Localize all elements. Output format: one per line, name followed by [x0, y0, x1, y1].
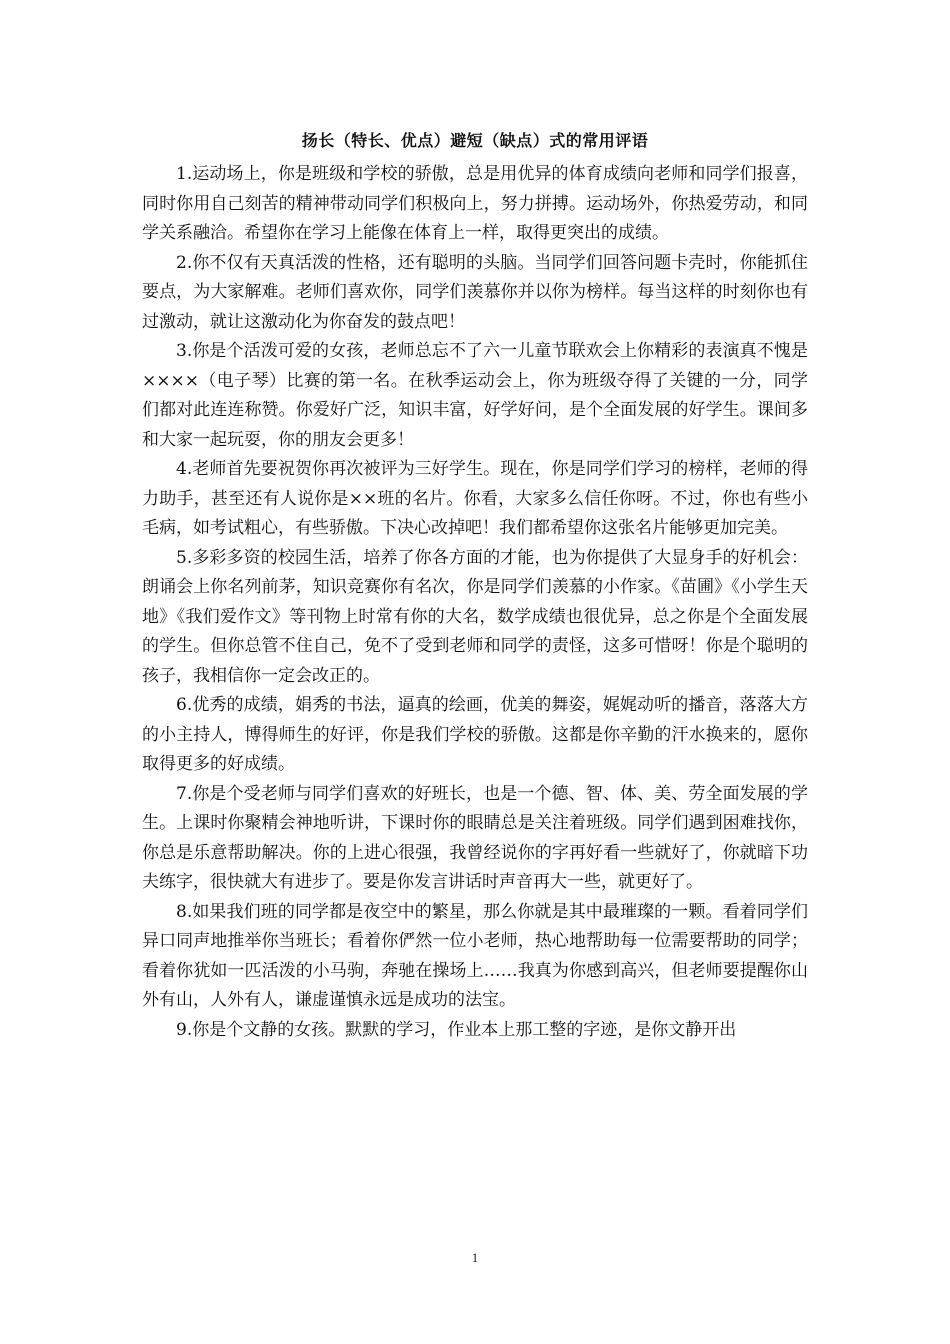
paragraph-2: 2.你不仅有天真活泼的性格，还有聪明的头脑。当同学们回答问题卡壳时，你能抓住要点，为大家解难。老师们喜欢你，同学们羡慕你并以你为榜样。每当这样的时刻你也有过激动，就让这激动化为你奋发的鼓点吧！: [142, 252, 808, 332]
paragraph-6: 6.优秀的成绩，娟秀的书法，逼真的绘画，优美的舞姿，娓娓动听的播音，落落大方的小主持人，博得师生的好评，你是我们学校的骄傲。这都是你辛勤的汗水换来的，愿你取得更多的好成绩。: [142, 695, 808, 774]
paragraph-8: 8.如果我们班的同学都是夜空中的繁星，那么你就是其中最璀璨的一颗。看着同学们异口同声地推举你当班长；看着你俨然一位小老师，热心地帮助每一位需要帮助的同学；看着你犹如一匹活泼的小马驹，奔驰在操场上……我真为你感到高兴，但老师要提醒你山外有山，人外有人，谦虚谨慎永远是成功的法宝。: [142, 901, 808, 1010]
paragraph-1: 1.运动场上，你是班级和学校的骄傲，总是用优异的体育成绩向老师和同学们报喜，同时你用自己刻苦的精神带动同学们积极向上，努力拼搏。运动场外，你热爱劳动，和同学关系融洽。希望你在学习上能像在体育上一样，取得更突出的成绩。: [142, 164, 808, 243]
paragraph-5: 5.多彩多资的校园生活，培养了你各方面的才能，也为你提供了大显身手的好机会：朗诵会上你名列前茅，知识竞赛你有名次，你是同学们羡慕的小作家。《苗圃》《小学生天地》《我们爱作文》等刊物上时常有你的大名，数学成绩也很优异，总之你是个全面发展的学生。但你总管不住自己，免不了受到老师和同学的责怪，这多可惜呀！你是个聪明的孩子，我相信你一定会改正的。: [142, 547, 808, 686]
paragraph-9: 9.你是个文静的女孩。默默的学习，作业本上那工整的字迹，是你文静开出: [176, 1019, 737, 1040]
paragraph-4: 4.老师首先要祝贺你再次被评为三好学生。现在，你是同学们学习的榜样，老师的得力助手，甚至还有人说你是××班的名片。你看，大家多么信任你呀。不过，你也有些小毛病，如考试粗心，有些骄傲。下决心改掉吧！我们都希望你这张名片能够更加完美。: [142, 459, 808, 538]
paragraph-7: 7.你是个受老师与同学们喜欢的好班长，也是一个德、智、体、美、劳全面发展的学生。上课时你聚精会神地听讲，下课时你的眼睛总是关注着班级。同学们遇到困难找你，你总是乐意帮助解决。你的上进心很强，我曾经说你的字再好看一些就好了，你就暗下功夫练字，很快就大有进步了。要是你发言讲话时声音再大一些，就更好了。: [142, 783, 808, 892]
page-number: 1: [471, 1250, 479, 1265]
paragraph-3: 3.你是个活泼可爱的女孩，老师总忘不了六一儿童节联欢会上你精彩的表演真不愧是××××（电子琴）比赛的第一名。在秋季运动会上，你为班级夺得了关键的一分，同学们都对此连连称赞。你爱好广泛，知识丰富，好学好问，是个全面发展的好学生。课间多和大家一起玩耍，你的朋友会更多！: [142, 341, 808, 450]
document-title: 扬长（特长、优点）避短（缺点）式的常用评语: [301, 131, 649, 150]
document-body: [142, 160, 808, 1045]
